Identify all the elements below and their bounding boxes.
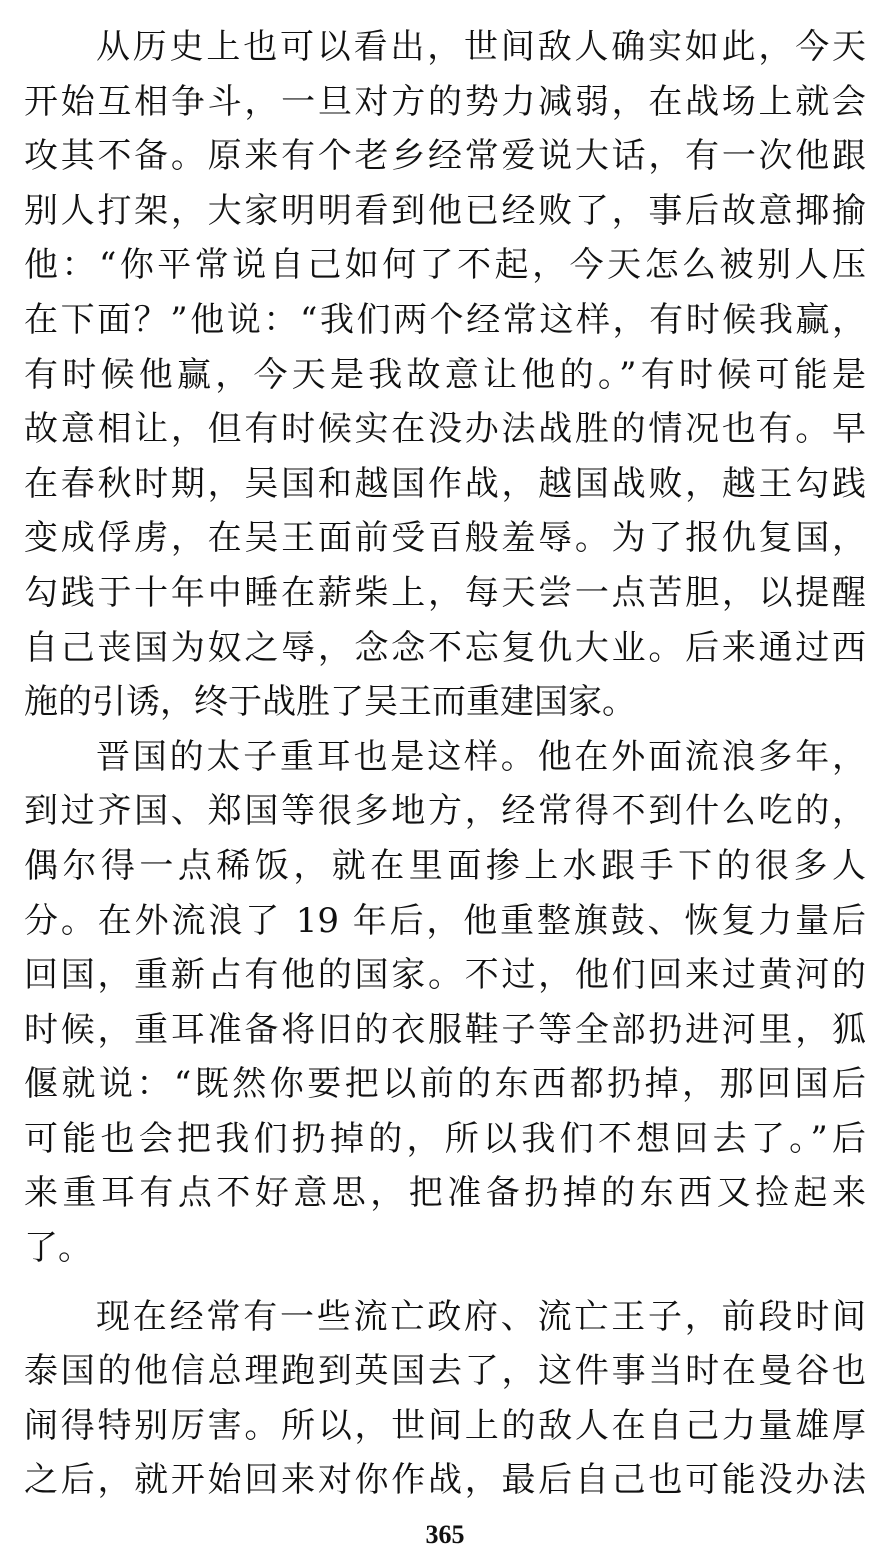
text-line: 时候，重耳准备将旧的衣服鞋子等全部扔进河里，狐: [24, 1009, 866, 1050]
text-line: 从历史上也可以看出，世间敌人确实如此，今天: [96, 27, 866, 67]
text-line: 故意相让，但有时候实在没办法战胜的情况也有。早: [24, 409, 866, 450]
text-line: 回国，重新占有他的国家。不过，他们回来过黄河的: [24, 955, 866, 996]
paragraph-spacing: [24, 1276, 866, 1290]
paragraph: [24, 730, 866, 1276]
text-line: 可能也会把我们扔掉的，所以我们不想回去了。”后: [24, 1118, 866, 1159]
page-number: 365: [425, 1520, 465, 1549]
text-line: 他：“你平常说自己如何了不起，今天怎么被别人压: [24, 245, 866, 286]
text-line: 晋国的太子重耳也是这样。他在外面流浪多年，: [96, 736, 866, 777]
paragraph: [24, 1290, 866, 1508]
text-line: 分。在外流浪了 19 年后，他重整旗鼓、恢复力量后: [24, 900, 866, 941]
text-line: 到过齐国、郑国等很多地方，经常得不到什么吃的，: [24, 791, 866, 832]
text-line: 开始互相争斗，一旦对方的势力减弱，在战场上就会: [24, 81, 866, 122]
body-text: [24, 20, 866, 1508]
text-line: 攻其不备。原来有个老乡经常爱说大话，有一次他跟: [24, 136, 866, 177]
text-line: 偃就说：“既然你要把以前的东西都扔掉，那回国后: [24, 1064, 866, 1105]
text-line: 变成俘虏，在吴王面前受百般羞辱。为了报仇复国，: [24, 518, 866, 559]
text-line: 有时候他赢，今天是我故意让他的。”有时候可能是: [24, 354, 866, 395]
text-line: 闹得特别厉害。所以，世间上的敌人在自己力量雄厚: [24, 1405, 866, 1446]
text-line: 勾践于十年中睡在薪柴上，每天尝一点苦胆，以提醒: [24, 572, 866, 613]
text-line: 别人打架，大家明明看到他已经败了，事后故意揶揄: [24, 190, 866, 231]
text-line: 泰国的他信总理跑到英国去了，这件事当时在曼谷也: [24, 1351, 866, 1392]
text-line: 现在经常有一些流亡政府、流亡王子，前段时间: [96, 1296, 866, 1337]
text-line: 施的引诱，终于战胜了吴王而重建国家。: [24, 682, 636, 723]
text-line: 自己丧国为奴之辱，念念不忘复仇大业。后来通过西: [24, 627, 866, 668]
text-line: 偶尔得一点稀饭，就在里面掺上水跟手下的很多人: [24, 845, 866, 886]
text-line: 了。: [24, 1228, 92, 1269]
paragraph: [24, 20, 866, 730]
text-line: 之后，就开始回来对你作战，最后自己也可能没办法: [24, 1460, 866, 1501]
text-line: 在下面？”他说：“我们两个经常这样，有时候我赢，: [24, 299, 866, 340]
text-line: 来重耳有点不好意思，把准备扔掉的东西又捡起来: [24, 1173, 866, 1214]
text-line: 在春秋时期，吴国和越国作战，越国战败，越王勾践: [24, 463, 866, 504]
